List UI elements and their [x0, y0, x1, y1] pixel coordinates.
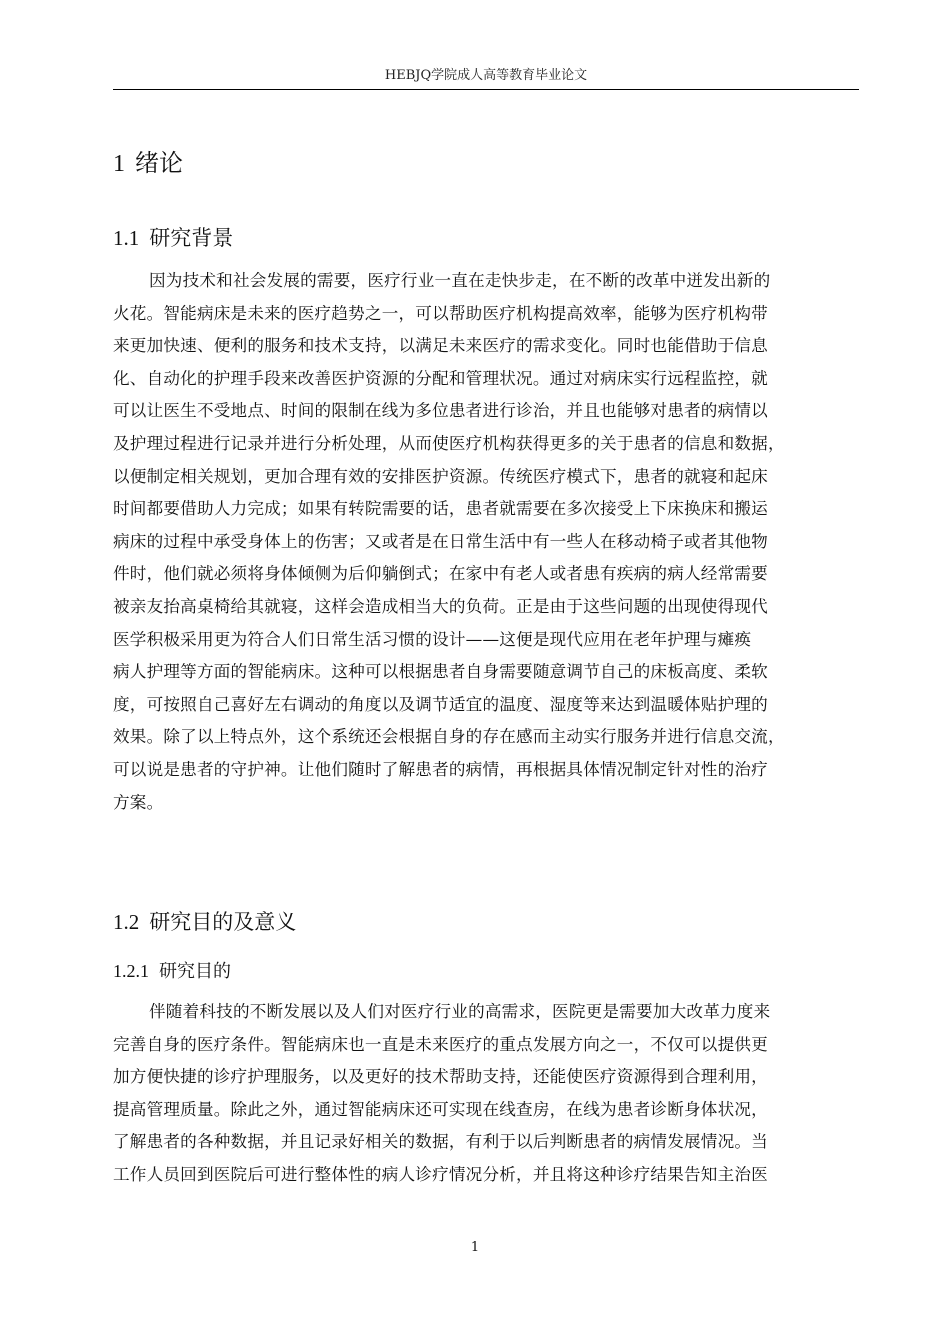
paragraph-line: 火花。智能病床是未来的医疗趋势之一，可以帮助医疗机构提高效率，能够为医疗机构带 — [113, 303, 768, 323]
paragraph-line: 化、自动化的护理手段来改善医护资源的分配和管理状况。通过对病床实行远程监控，就 — [113, 368, 768, 388]
paragraph-line: 度，可按照自己喜好左右调动的角度以及调节适宜的温度、湿度等来达到温暖体贴护理的 — [113, 694, 768, 714]
paragraph-line: 可以让医生不受地点、时间的限制在线为多位患者进行诊治，并且也能够对患者的病情以 — [113, 401, 768, 421]
paragraph-line: 效果。除了以上特点外，这个系统还会根据自身的存在感而主动实行服务并进行信息交流， — [113, 727, 785, 747]
paragraph-line: 病床的过程中承受身体上的伤害；又或者是在日常生活中有一些人在移动椅子或者其他物 — [113, 531, 768, 551]
subsection-title: 研究目的 — [159, 961, 231, 982]
section-title: 研究目的及意义 — [149, 910, 297, 934]
chapter-heading — [113, 147, 183, 180]
subsection-heading-1-2-1 — [113, 958, 231, 985]
paragraph-line: 医学积极采用更为符合人们日常生活习惯的设计——这便是现代应用在老年护理与瘫痪 — [113, 629, 752, 649]
subsection-number: 1.2.1 — [113, 961, 149, 981]
paragraph-line: 以便制定相关规划，更加合理有效的安排医护资源。传统医疗模式下，患者的就寝和起床 — [113, 466, 768, 486]
paragraph-line: 被亲友抬高桌椅给其就寝，这样会造成相当大的负荷。正是由于这些问题的出现使得现代 — [113, 596, 768, 616]
page-number: 1 — [470, 1240, 480, 1255]
paragraph-line: 了解患者的各种数据，并且记录好相关的数据，有利于以后判断患者的病情发展情况。当 — [113, 1132, 768, 1152]
paragraph-line: 时间都要借助人力完成；如果有转院需要的话，患者就需要在多次接受上下床换床和搬运 — [113, 499, 768, 519]
paragraph-line: 病人护理等方面的智能病床。这种可以根据患者自身需要随意调节自己的床板高度、柔软 — [113, 662, 768, 682]
paragraph-line: 完善自身的医疗条件。智能病床也一直是未来医疗的重点发展方向之一，不仅可以提供更 — [113, 1034, 768, 1054]
running-header: HEBJQ学院成人高等教育毕业论文 — [384, 68, 588, 83]
chapter-number: 1 — [113, 151, 125, 177]
paragraph-line: 加方便快捷的诊疗护理服务，以及更好的技术帮助支持，还能使医疗资源得到合理利用， — [113, 1067, 768, 1087]
section-heading-1-2 — [113, 908, 296, 936]
paragraph-line: 件时，他们就必须将身体倾侧为后仰躺倒式；在家中有老人或者患有疾病的病人经常需要 — [113, 564, 768, 584]
paragraph-line: 因为技术和社会发展的需要，医疗行业一直在走快步走，在不断的改革中迸发出新的 — [149, 271, 771, 290]
paragraph-line: 伴随着科技的不断发展以及人们对医疗行业的高需求，医院更是需要加大改革力度来 — [149, 1002, 771, 1021]
header-rule — [113, 89, 859, 90]
paragraph-research-purpose — [113, 996, 859, 1192]
section-number: 1.2 — [113, 910, 140, 934]
paragraph-line: 方案。 — [113, 792, 164, 812]
section-heading-1-1 — [113, 224, 233, 252]
paragraph-line: 来更加快速、便利的服务和技术支持，以满足未来医疗的需求变化。同时也能借助于信息 — [113, 336, 768, 356]
paragraph-line: 工作人员回到医院后可进行整体性的病人诊疗情况分析，并且将这种诊疗结果告知主治医 — [113, 1164, 768, 1184]
paragraph-line: 及护理过程进行记录并进行分析处理，从而使医疗机构获得更多的关于患者的信息和数据， — [113, 433, 785, 453]
paragraph-line: 可以说是患者的守护神。让他们随时了解患者的病情，再根据具体情况制定针对性的治疗 — [113, 759, 768, 779]
section-title: 研究背景 — [149, 226, 234, 250]
chapter-title: 绪论 — [135, 149, 183, 177]
section-number: 1.1 — [113, 226, 140, 250]
paragraph-research-background — [113, 265, 859, 819]
paragraph-line: 提高管理质量。除此之外，通过智能病床还可实现在线查房，在线为患者诊断身体状况， — [113, 1099, 768, 1119]
